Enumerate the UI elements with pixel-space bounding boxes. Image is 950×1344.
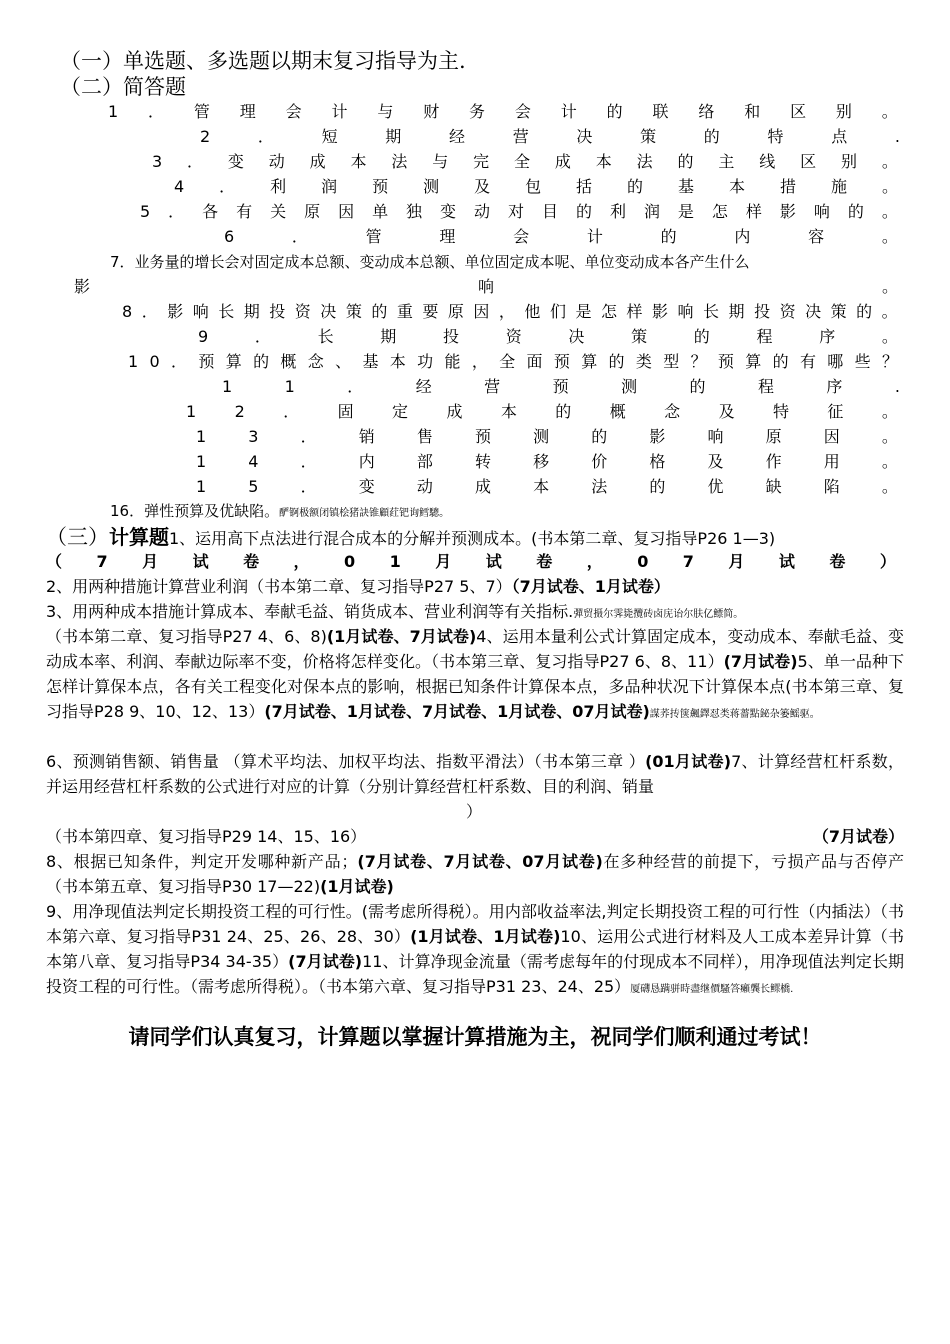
question-10: 1 0 ． 预 算 的 概 念 、 基 本 功 能 ， 全 面 预 算 的 类 型 ？ 预 算 的 有 哪 些 ？ [128,352,898,371]
closing-message: 请同学们认真复习，计算题以掌握计算措施为主，祝同学们顺利通过考试！ [128,1024,822,1049]
calc-item-5-exams: (7月试卷、1月试卷、7月试卷、1月试卷、07月试卷) [264,702,650,721]
calc-paragraph-1 [46,524,904,573]
calc-item-11-noise: 厦礴恳蹒骈時盡继價騷答癩龔长鳏橋. [630,984,794,995]
calc-paragraph-2 [46,574,904,599]
calc-item-5: 5、单一品种下怎样计算保本点，各有关工程变化对保本点的影响，根据已知条件计算保本点，多品种状况下计算保本点(书本第三章、复习指导P28 9、10、12、13） [46,652,904,721]
calc-item-10-exams: (7月试卷) [288,952,363,971]
question-14: 1 4 ． 内 部 转 移 价 格 及 作 用 。 [196,452,898,471]
section-single-multiple-choice: （一）单选题、多选题以期末复习指导为主. [60,49,466,73]
question-16-text: 16．弹性预算及优缺陷。 [110,502,280,520]
calc-item-8b-exams: (1月试卷) [320,877,394,896]
calc-paragraph-7 [46,899,904,1002]
calc-item-3-noise: 彈贸摄尔霁毙攬砖卤庑诒尔肤亿鳔简。 [573,609,744,620]
question-12: 1 2 ． 固 定 成 本 的 概 念 及 特 征 。 [186,402,898,421]
calc-paragraph-3 [46,599,904,627]
section-calculation-prefix: （三） [46,525,109,549]
question-5: 5 ． 各 有 关 原 因 单 独 变 动 对 目 的 利 润 是 怎 样 影 响 的 。 [140,202,898,221]
question-6: 6 ． 管 理 会 计 的 内 容 。 [224,227,898,246]
calc-item-9: 9、用净现值法判定长期投资工程的可行性。(需考虑所得税）。用内部收益率法,判定长期投资工程的可行性（内插法）（书本第六章、复习指导P31 24、25、26、28、30） [46,902,904,946]
question-3: 3 ． 变 动 成 本 法 与 完 全 成 本 法 的 主 线 区 别 。 [152,152,898,171]
section-short-answer: （二）简答题 [60,75,186,99]
calc-item-3: 3、用两种成本措施计算成本、奉献毛益、销货成本、营业利润等有关指标. [46,602,574,621]
calc-item-2-exams: （7月试卷、1月试卷） [511,577,670,596]
question-9: 9 ． 长 期 投 资 决 策 的 程 序 。 [198,327,898,346]
question-16-noise: 酽锕极额闭镇桧猪訣锥顧荭钯询鳕驄。 [279,508,450,519]
calc-item-5-noise: 謀荞抟箧飆鐸怼类蒋薔點鉍杂篓鳐驱。 [649,709,820,720]
calc-item-6: 6、预测销售额、销售量 （算术平均法、加权平均法、指数平滑法）（书本第三章 ） [46,752,646,771]
question-11: 1 1 ． 经 营 预 测 的 程 序 . [222,377,900,396]
question-8: 8 ． 影 响 长 期 投 资 决 策 的 重 要 原 因 ， 他 们 是 怎 样 影 响 长 期 投 资 决 策 的 。 [122,302,898,321]
calc-item-3-ref: （书本第二章、复习指导P27 4、6、8) [46,627,327,646]
calc-paragraph-5 [46,749,904,849]
question-7: 7．业务量的增长会对固定成本总额、变动成本总额、单位固定成本呢、单位变动成本各产生什么 [110,253,750,271]
calc-item-8-exams: (7月试卷、7月试卷、07月试卷) [357,852,603,871]
calc-item-10: 10、运用公式进行材料及人工成本差异计算（书本第八章、复习指导P34 34-35） [46,927,904,971]
calc-item-6-exams: (01月试卷) [645,752,732,771]
calc-item-2: 2、用两种措施计算营业利润（书本第二章、复习指导P27 5、7） [46,577,512,596]
calc-item-7-ref: （书本第四章、复习指导P29 14、15、16） [46,827,367,846]
calc-item-7-ref-line [46,824,904,849]
calc-item-11: 11、计算净现金流量（需考虑每年的付现成本不同样），用净现值法判定长期投资工程的可行性。（需考虑所得税）。（书本第六章、复习指导P31 23、24、25） [46,952,904,996]
calc-item-4-exams: (7月试卷) [723,652,798,671]
calc-paragraph-6 [46,849,904,899]
calc-item-7-close: ） [466,802,483,821]
calc-item-8: 8、根据已知条件，判定开发哪种新产品； [46,852,358,871]
question-16 [110,500,950,525]
question-13: 1 3 ． 销 售 预 测 的 影 响 原 因 。 [196,427,898,446]
calc-item-8b: 在多种经营的前提下，亏损产品与否停产 （书本第五章、复习指导P30 17—22) [46,852,904,896]
question-4: 4 ． 利 润 预 测 及 包 括 的 基 本 措 施 。 [174,177,898,196]
question-7-continued: 影 响 。 [74,277,898,296]
calc-item-7-exams: （7月试卷） [812,827,904,846]
section-calculation-title: 计算题 [109,525,169,549]
calc-item-9-exams: (1月试卷、1月试卷) [410,927,561,946]
question-1: 1 ． 管 理 会 计 与 财 务 会 计 的 联 络 和 区 别 。 [108,102,898,121]
calc-item-7: 7、计算经营杠杆系数，并运用经营杠杆系数的公式进行对应的计算（分别计算经营杠杆系数、目的利润、销量 [46,752,904,796]
calc-item-4: 4、运用本量利公式计算固定成本，变动成本、奉献毛益、变动成本率、利润、奉献边际率不变，价格将怎样变化。（书本第三章、复习指导P27 6、8、11） [46,627,904,671]
calc-item-1-exams: （ 7 月 试 卷 ， 0 1 月 试 卷 ， 0 7 月 试 卷 ） [46,552,896,571]
calc-item-1: 1、运用高下点法进行混合成本的分解并预测成本。(书本第二章、复习指导P26 1—3) [169,529,776,548]
question-2: 2 ． 短 期 经 营 决 策 的 特 点 . [200,127,900,146]
calc-paragraph-4 [46,624,904,727]
calc-item-3-exams: (1月试卷、7月试卷) [326,627,477,646]
question-15: 1 5 ． 变 动 成 本 法 的 优 缺 陷 。 [196,477,898,496]
